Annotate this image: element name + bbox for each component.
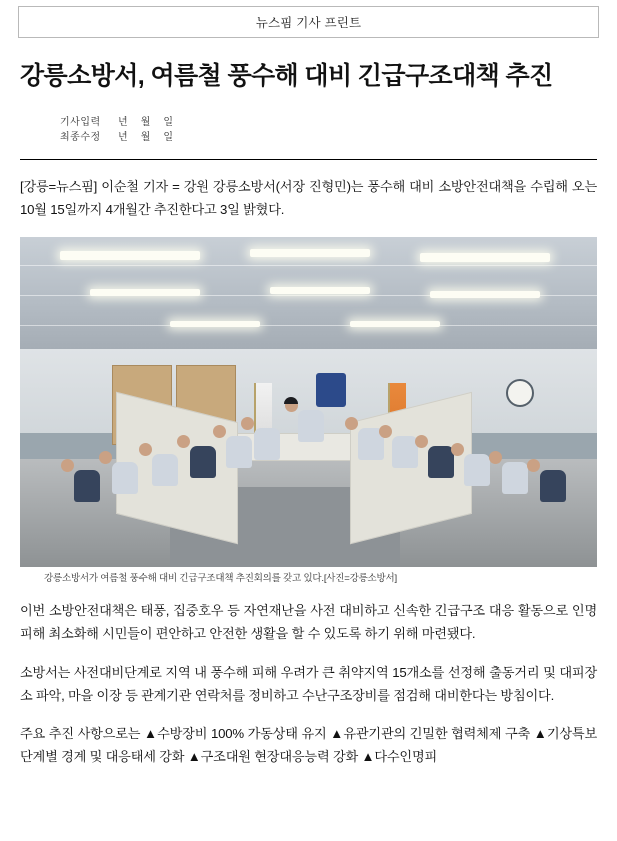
photo-ceiling-light — [60, 251, 200, 260]
meta-label-published: 기사입력 — [60, 117, 101, 128]
article-paragraph: 주요 추진 사항으로는 ▲수방장비 100% 가동상태 유지 ▲유관기관의 긴밀한 협력체제 구축 ▲기상특보 단계별 경계 및 대응태세 강화 ▲구조대원 현장대응능력 강화 ▲다수인명피 — [20, 726, 597, 764]
photo-ceiling-light — [90, 289, 200, 296]
meta-value-updated: 년 월 일 — [118, 132, 176, 143]
meta-row-updated — [60, 130, 617, 145]
photo-person — [170, 435, 196, 478]
article-figure — [20, 237, 597, 584]
article-meta — [60, 115, 617, 145]
photo-ceiling-line — [20, 325, 597, 326]
photo-person-head — [241, 417, 254, 430]
photo-person-head — [379, 425, 392, 438]
photo-ceiling-light — [270, 287, 370, 294]
photo-person — [92, 451, 118, 494]
photo-ceiling-line — [20, 265, 597, 266]
photo-person-body — [540, 470, 566, 502]
photo-ceiling-light — [420, 253, 550, 262]
header-divider — [20, 159, 597, 160]
photo-person — [234, 417, 260, 460]
photo-person — [338, 417, 364, 460]
photo-person-head — [61, 459, 74, 472]
photo-ceiling-light — [350, 321, 440, 327]
photo-person-head — [345, 417, 358, 430]
photo-person — [54, 459, 80, 502]
article-paragraph: [강릉=뉴스핌] 이순철 기자 = 강원 강릉소방서(서장 진형민)는 풍수해 대비 소방안전대책을 수립해 오는 10월 15일까지 4개월간 추진한다고 3일 밝혔다. — [20, 179, 597, 217]
print-header — [18, 6, 599, 38]
meta-label-updated: 최종수정 — [60, 132, 101, 143]
photo-person-body — [254, 428, 280, 460]
photo-person-head — [213, 425, 226, 438]
photo-ceiling-light — [250, 249, 370, 257]
photo-person-hair — [284, 397, 298, 404]
photo-person-head — [451, 443, 464, 456]
photo-person — [206, 425, 232, 468]
print-header-title: 뉴스핌 기사 프린트 — [255, 16, 362, 30]
photo-person-head — [139, 443, 152, 456]
photo-ceiling-light — [430, 291, 540, 298]
photo-emblem — [316, 373, 346, 407]
article-photo — [20, 237, 597, 567]
photo-person — [278, 399, 304, 442]
photo-ceiling-light — [170, 321, 260, 327]
meta-row-published — [60, 115, 617, 130]
print-page — [0, 6, 617, 841]
photo-person — [372, 425, 398, 468]
article-paragraph: 소방서는 사전대비단계로 지역 내 풍수해 피해 우려가 큰 취약지역 15개소를 선정해 출동거리 및 대피장소 파악, 마을 이장 등 관계기관 연락처를 정비하고 수난구조장비를 점검해 대비한다는 방침이다. — [20, 664, 597, 703]
photo-person-body — [298, 410, 324, 442]
photo-person-head — [527, 459, 540, 472]
photo-person-head — [285, 399, 298, 412]
article-body — [20, 176, 597, 769]
photo-person-head — [489, 451, 502, 464]
page-title: 강릉소방서, 여름철 풍수해 대비 긴급구조대책 추진 — [20, 62, 553, 90]
photo-person — [482, 451, 508, 494]
photo-person-head — [99, 451, 112, 464]
figure-caption: 강릉소방서가 여름철 풍수해 대비 긴급구조대책 추진회의를 갖고 있다.[사진=강릉소방서] — [44, 573, 397, 585]
photo-person — [520, 459, 546, 502]
photo-person-head — [415, 435, 428, 448]
meta-value-published: 년 월 일 — [118, 117, 176, 128]
article-paragraph: 이번 소방안전대책은 태풍, 집중호우 등 자연재난을 사전 대비하고 신속한 긴급구조 대응 활동으로 인명피해 최소화해 시민들이 편안하고 안전한 생활을 할 수 있도록 하기 위해 마련됐다. — [20, 603, 597, 642]
photo-person — [444, 443, 470, 486]
photo-person — [132, 443, 158, 486]
photo-person — [408, 435, 434, 478]
photo-person-head — [177, 435, 190, 448]
